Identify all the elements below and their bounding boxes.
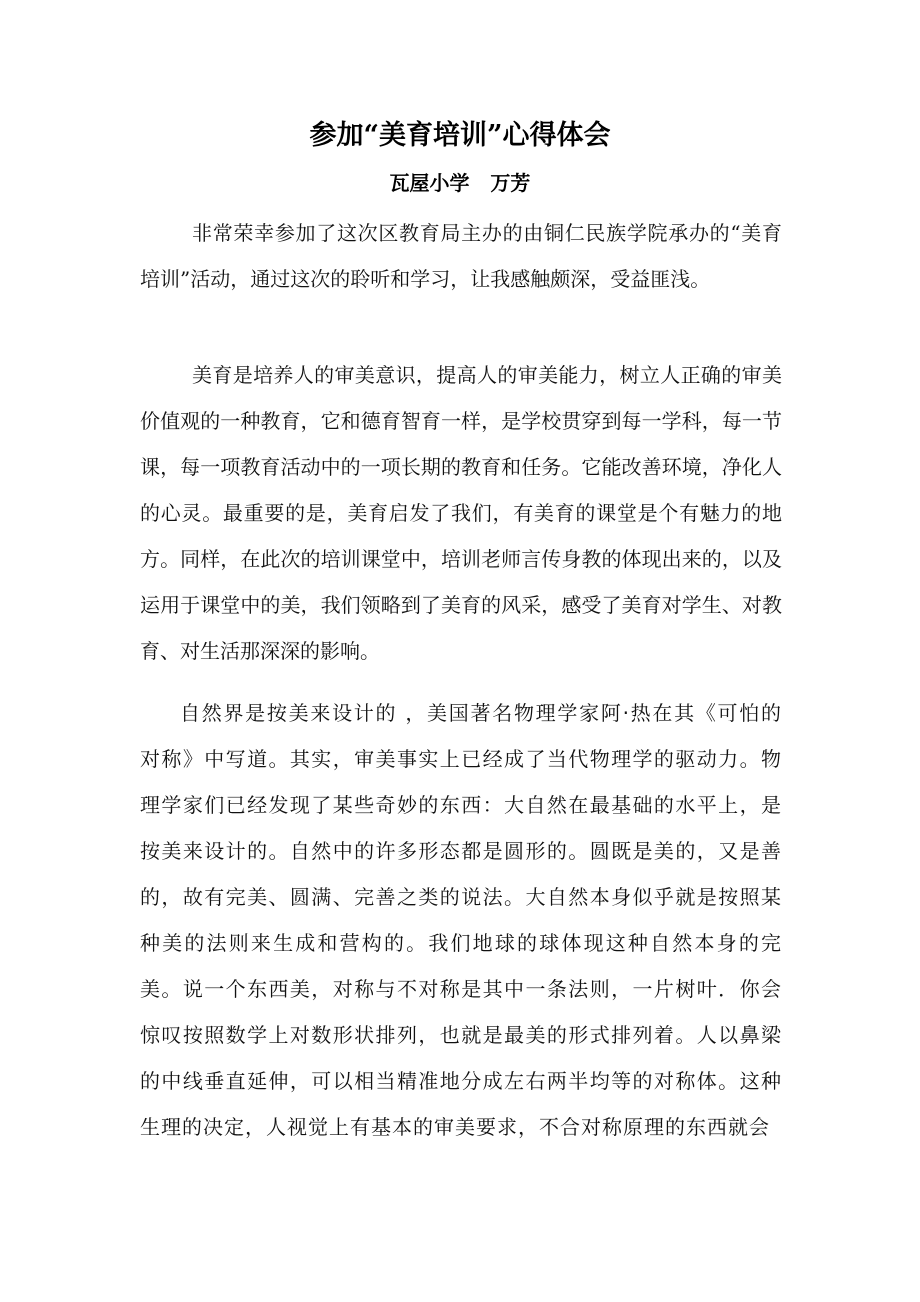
document-title: 参加“美育培训”心得体会 (309, 120, 611, 151)
paragraph-1: 非常荣幸参加了这次区教育局主办的由铜仁民族学院承办的“美育培训”活动，通过这次的聆听和学习，让我感触颇深，受益匪浅。 (140, 221, 782, 291)
document-author: 瓦屋小学 万芳 (389, 171, 531, 195)
paragraph-3: 自然界是按美来设计的 ，美国著名物理学家阿·热在其《可怕的对称》中写道。其实，审美事实上已经成了当代物理学的驱动力。物理学家们已经发现了某些奇妙的东西：大自然在最基础的水平上，是按美来设计的。自然中的许多形态都是圆形的。圆既是美的，又是善的，故有完美、圆满、完善之类的说法。大自然本身似乎就是按照某种美的法则来生成和营构的。我们地球的球体现这种自然本身的完美。说一个东西美，对称与不对称是其中一条法则，一片树叶．你会惊叹按照数学上对数形状排列，也就是最美的形式排列着。人以鼻梁的中线垂直延伸，可以相当精准地分成左右两半均等的对称体。这种生理的决定，人视觉上有基本的审美要求，不合对称原理的东西就会 (140, 701, 782, 1139)
paragraph-2: 美育是培养人的审美意识，提高人的审美能力，树立人正确的审美价值观的一种教育，它和德育智育一样，是学校贯穿到每一学科，每一节课，每一项教育活动中的一项长期的教育和任务。它能改善环境，净化人的心灵。最重要的是，美育启发了我们，有美育的课堂是个有魅力的地方。同样，在此次的培训课堂中，培训老师言传身教的体现出来的，以及运用于课堂中的美，我们领略到了美育的风采，感受了美育对学生、对教育、对生活那深深的影响。 (140, 363, 782, 663)
